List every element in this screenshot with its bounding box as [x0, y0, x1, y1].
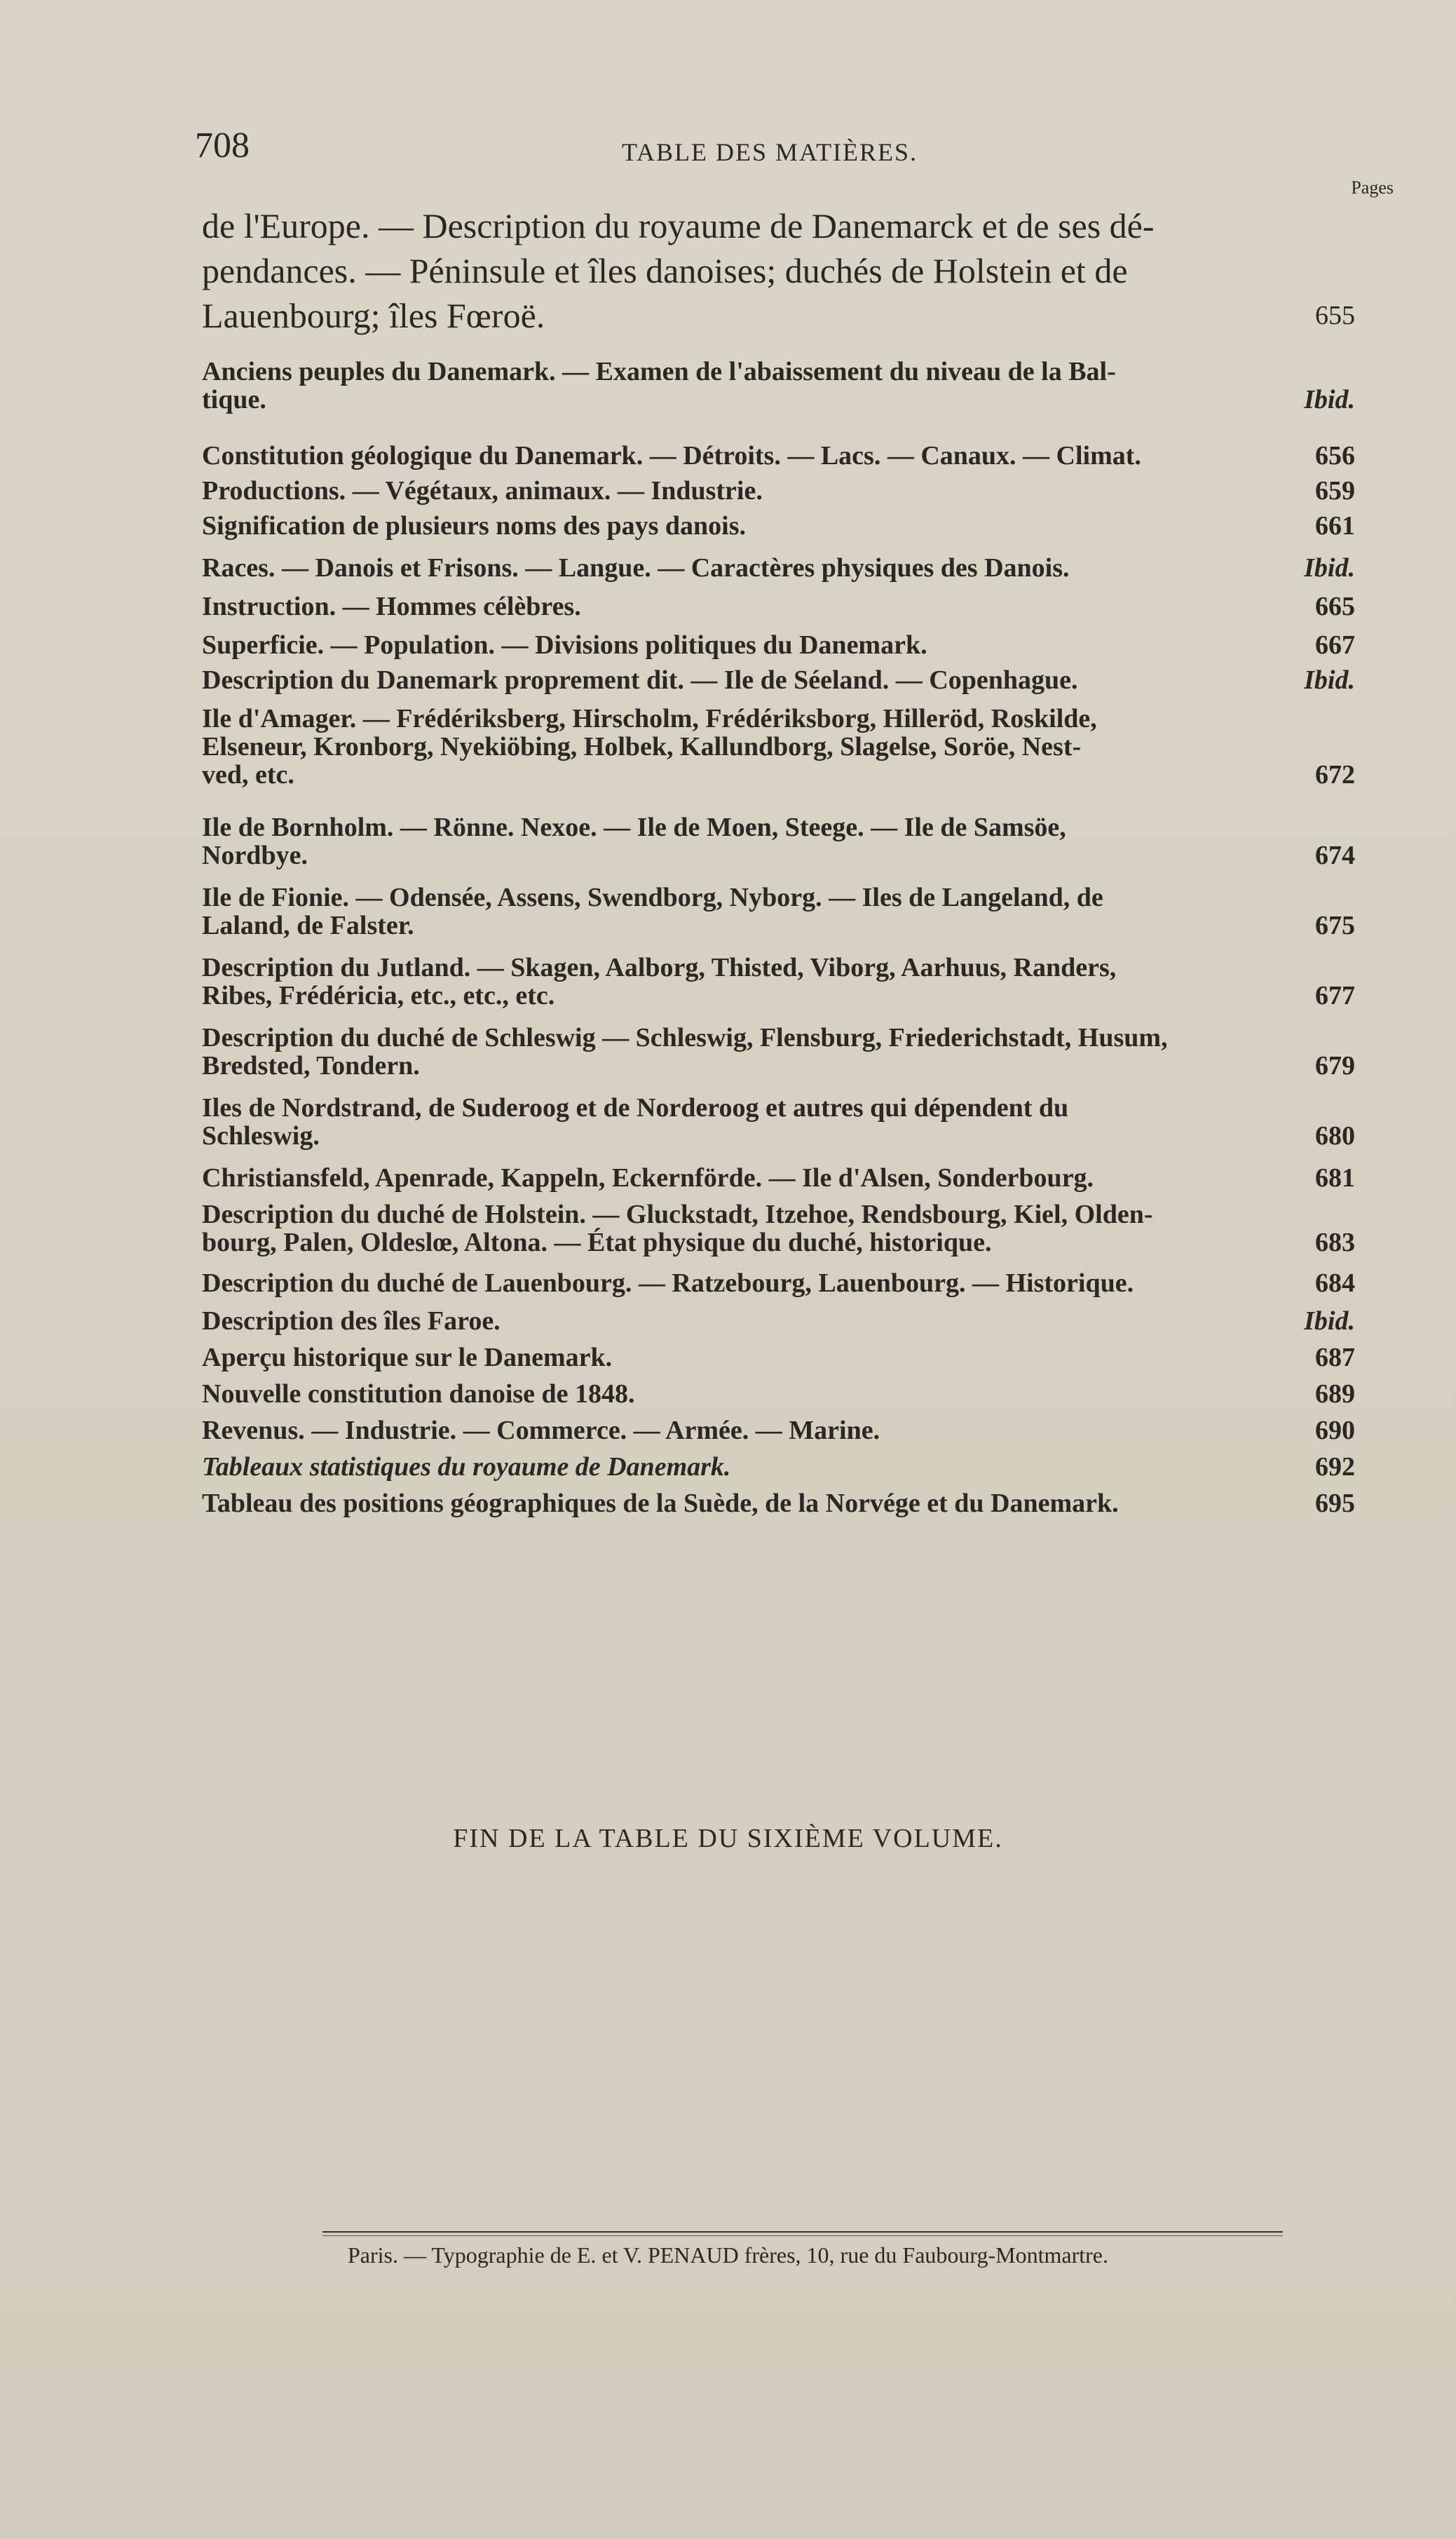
toc-entry-page: Ibid. — [1304, 553, 1355, 583]
toc-entry — [202, 1164, 1355, 1192]
toc-entry-line: Productions. — Végétaux, animaux. — Industrie. — [202, 476, 763, 506]
toc-entry — [202, 1307, 1355, 1335]
toc-entry-line: Ribes, Frédéricia, etc., etc., etc. — [202, 981, 555, 1010]
toc-entry-page: 677 — [1315, 981, 1355, 1010]
toc-entry-line: tique. — [202, 385, 266, 414]
toc-entry-line: bourg, Palen, Oldeslœ, Altona. — État physique du duché, historique. — [202, 1228, 992, 1257]
toc-entry — [202, 631, 1355, 659]
toc-entry-line: Description du Danemark proprement dit. — Ile de Séeland. — Copenhague. — [202, 665, 1078, 695]
toc-entry — [202, 1453, 1355, 1481]
toc-entry — [202, 554, 1355, 582]
toc-entry-line: Signification de plusieurs noms des pays danois. — [202, 511, 747, 541]
toc-entry-line: Ile de Bornholm. — Rönne. Nexoe. — Ile de Moen, Steege. — Ile de Samsöe, — [202, 813, 1066, 842]
toc-entry — [202, 358, 1355, 414]
page-number: 708 — [195, 126, 250, 165]
end-of-volume-note: FIN DE LA TABLE DU SIXIÈME VOLUME. — [453, 1824, 1003, 1853]
toc-entry-page: 667 — [1315, 630, 1355, 660]
toc-entry-page: 665 — [1315, 592, 1355, 621]
toc-entry — [202, 1343, 1355, 1372]
toc-entry-line: Laland, de Falster. — [202, 911, 414, 940]
toc-entry — [202, 442, 1355, 470]
toc-entry — [202, 813, 1355, 869]
toc-entry — [202, 1094, 1355, 1150]
toc-entry-page: 659 — [1315, 476, 1355, 506]
toc-entry-page: 679 — [1315, 1051, 1355, 1081]
toc-entry-page: 656 — [1315, 441, 1355, 470]
toc-entry-page: 672 — [1315, 760, 1355, 790]
toc-entry-line: Ile d'Amager. — Frédériksberg, Hirscholm, Frédériksborg, Hilleröd, Roskilde, — [202, 704, 1097, 733]
toc-entry — [202, 512, 1355, 540]
toc-entry-line: Nordbye. — [202, 841, 308, 870]
toc-entry-page: 695 — [1315, 1489, 1355, 1518]
toc-entry-line: Bredsted, Tondern. — [202, 1051, 420, 1081]
toc-entry — [202, 1024, 1355, 1080]
toc-entry-line: Description du duché de Schleswig — Schleswig, Flensburg, Friederichstadt, Husum, — [202, 1023, 1168, 1052]
toc-entry-page: 684 — [1315, 1268, 1355, 1298]
toc-entry-page: 683 — [1315, 1228, 1355, 1257]
toc-entry-line: Lauenbourg; îles Fœroë. — [202, 296, 545, 335]
toc-entry-line: Iles de Nordstrand, de Suderoog et de Norderoog et autres qui dépendent du — [202, 1093, 1069, 1123]
toc-entry — [202, 954, 1355, 1010]
toc-entry-page: 692 — [1315, 1452, 1355, 1482]
toc-entry-line: Ile de Fionie. — Odensée, Assens, Swendborg, Nyborg. — Iles de Langeland, de — [202, 883, 1103, 912]
toc-entry-line: Aperçu historique sur le Danemark. — [202, 1343, 613, 1372]
running-title: TABLE DES MATIÈRES. — [621, 138, 918, 166]
toc-entry-page: 681 — [1315, 1163, 1355, 1193]
toc-entry — [202, 1200, 1355, 1257]
footer-rule — [322, 2231, 1283, 2233]
footer-rule-thin — [322, 2235, 1283, 2236]
toc-entry-line: Description des îles Faroe. — [202, 1306, 501, 1336]
toc-entry-line: Tableau des positions géographiques de la Suède, de la Norvége et du Danemark. — [202, 1489, 1119, 1518]
toc-entry-line: Elseneur, Kronborg, Nyekiöbing, Holbek, Kallundborg, Slagelse, Soröe, Nest- — [202, 732, 1082, 761]
toc-entry-line: Revenus. — Industrie. — Commerce. — Armée. — Marine. — [202, 1416, 880, 1445]
toc-entry — [202, 883, 1355, 940]
toc-entry-line: Tableaux statistiques du royaume de Danemark. — [202, 1452, 731, 1482]
toc-entry-page: 655 — [1315, 301, 1355, 330]
toc-entry-page: Ibid. — [1304, 1306, 1355, 1336]
toc-entry — [202, 1416, 1355, 1444]
toc-entry-line: Nouvelle constitution danoise de 1848. — [202, 1379, 635, 1409]
toc-entry-line: Anciens peuples du Danemark. — Examen de l'abaissement du niveau de la Bal- — [202, 357, 1116, 386]
toc-entry-page: 689 — [1315, 1379, 1355, 1409]
toc-entry — [202, 1489, 1355, 1517]
toc-entry-line: Description du Jutland. — Skagen, Aalborg, Thisted, Viborg, Aarhuus, Randers, — [202, 953, 1117, 982]
toc-entry — [202, 666, 1355, 694]
toc-entry-line: Races. — Danois et Frisons. — Langue. — Caractères physiques des Danois. — [202, 553, 1070, 583]
toc-entry-line: ved, etc. — [202, 760, 294, 790]
page-header — [195, 125, 1394, 198]
toc-entry-line: Schleswig. — [202, 1121, 320, 1151]
toc-entry-page: Ibid. — [1304, 385, 1355, 414]
toc-entry-page: 690 — [1315, 1416, 1355, 1445]
toc-entry-page: 687 — [1315, 1343, 1355, 1372]
toc-entry-page: 680 — [1315, 1121, 1355, 1151]
toc-entry-line: Description du duché de Lauenbourg. — Ratzebourg, Lauenbourg. — Historique. — [202, 1268, 1134, 1298]
toc-entry-line: Constitution géologique du Danemark. — Détroits. — Lacs. — Canaux. — Climat. — [202, 441, 1141, 470]
toc-entry-line: Description du duché de Holstein. — Gluckstadt, Itzehoe, Rendsbourg, Kiel, Olden- — [202, 1200, 1153, 1229]
toc-entry-line: Superficie. — Population. — Divisions politiques du Danemark. — [202, 630, 927, 660]
toc-entry-line: pendances. — Péninsule et îles danoises; duchés de Holstein et de — [202, 251, 1128, 290]
printer-imprint: Paris. — Typographie de E. et V. PENAUD frères, 10, rue du Faubourg-Montmartre. — [348, 2242, 1108, 2268]
toc-entry — [202, 1269, 1355, 1297]
toc-entry — [202, 705, 1355, 789]
toc-entry — [202, 203, 1355, 338]
pages-column-label: Pages — [1351, 177, 1394, 198]
toc-entry-line: Instruction. — Hommes célèbres. — [202, 592, 581, 621]
toc-entry-page: Ibid. — [1304, 665, 1355, 695]
toc-entry-page: 674 — [1315, 841, 1355, 870]
toc-entry-page: 661 — [1315, 511, 1355, 541]
toc-entry — [202, 593, 1355, 621]
toc-entry-page: 675 — [1315, 911, 1355, 940]
toc-entry-line: de l'Europe. — Description du royaume de Danemarck et de ses dé- — [202, 206, 1155, 245]
toc-entry — [202, 477, 1355, 505]
toc-entry — [202, 1380, 1355, 1408]
toc-entry-line: Christiansfeld, Apenrade, Kappeln, Eckernförde. — Ile d'Alsen, Sonderbourg. — [202, 1163, 1094, 1193]
